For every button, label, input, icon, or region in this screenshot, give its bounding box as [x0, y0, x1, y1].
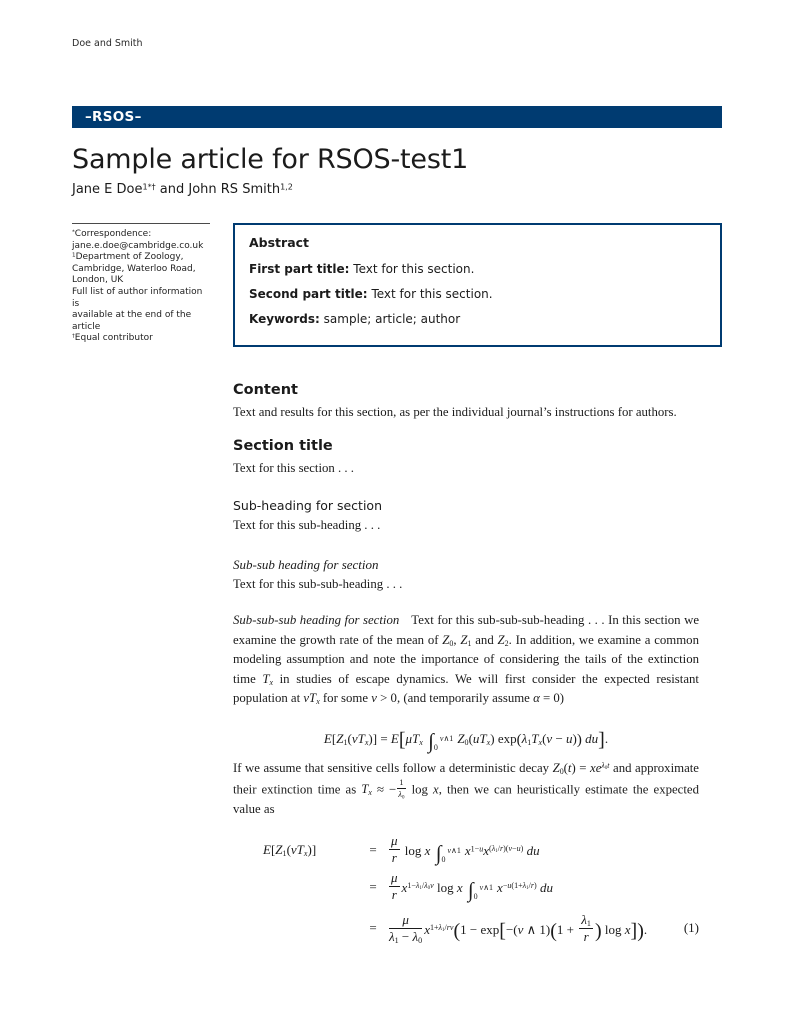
subsubheading-body: Text for this sub-sub-heading . . .	[233, 576, 403, 591]
equals-sign: =	[369, 878, 377, 894]
abstract-row-text: sample; article; author	[323, 312, 461, 326]
section-heading-content: Content	[233, 382, 298, 398]
equals-sign: =	[369, 841, 377, 857]
abstract-row	[249, 262, 706, 276]
running-head: Doe and Smith	[72, 38, 143, 49]
equation-array	[233, 831, 699, 951]
section-body-content: Text and results for this section, as per the individual journal’s instructions for authors.	[233, 405, 677, 419]
sidebar-divider	[72, 223, 210, 224]
abstract-row-label: Keywords:	[249, 312, 320, 326]
equation-row	[233, 868, 699, 905]
author-info-sidebar	[72, 223, 212, 345]
abstract-row-label: Second part title:	[249, 287, 368, 301]
main-column	[233, 382, 699, 951]
equation-lhs: $E[Z_1(vT_x)]$	[263, 841, 317, 858]
abstract-row-text: Text for this section.	[353, 262, 475, 276]
equation-row	[233, 831, 699, 868]
equation-row	[233, 905, 699, 951]
author-line: Jane E Doe$^{1*\dagger}$ and John RS Smith$^{1,2}$	[72, 182, 293, 197]
abstract-heading: Abstract	[249, 235, 310, 250]
abstract-row	[249, 287, 706, 301]
equation-number: (1)	[683, 920, 699, 936]
abstract-row-text: Text for this section.	[371, 287, 493, 301]
equation-rhs: $\frac{\mu}{r}$ log x ∫ v∧1 0 $x^{1-u}x^{(\lambda_1/r)(v-u)}$ du	[391, 832, 540, 865]
journal-banner	[72, 106, 722, 128]
section-heading-title: Section title	[233, 437, 333, 454]
correspondence-note: *Correspondence: jane.e.doe@cambridge.co.uk $^1$Department of Zoology, Cambridge, Waterloo Road, London, UK Full list of author information is available at the end of the article †Equal contributor	[72, 229, 204, 344]
equals-sign: =	[369, 920, 377, 936]
equation-rhs: $\frac{\mu}{\lambda_1 - \lambda_0}$ $x^{1+\lambda_1/rv}(1 - \exp[-(v$ ∧ 1)(1 + $\frac{\lambda_1}{r}$ ) log x]).	[389, 911, 648, 945]
subheading-body: Text for this sub-heading . . .	[233, 518, 381, 532]
abstract-box	[233, 223, 722, 347]
article-title: Sample article for RSOS-test1	[72, 144, 469, 175]
runin-heading: Sub-sub-sub heading for section	[233, 613, 400, 627]
runin-paragraph	[233, 611, 699, 709]
subsubheading: Sub-sub heading for section	[233, 556, 379, 572]
abstract-row-label: First part title:	[249, 262, 350, 276]
equation-rhs: $\frac{\mu}{r}$ $x^{1-\lambda_1/\lambda_0v}$ log x ∫ v∧1 0 $x^{-u(1+\lambda_1/r)}$ du	[391, 869, 553, 902]
abstract-row	[249, 312, 706, 326]
banner-label: –RSOS–	[85, 109, 142, 125]
runin-body: Text for this sub-sub-sub-heading . . . In this section we examine the growth rate of the mean of $Z_0$, $Z_1$ and $Z_2$. In addition, we examine a common modeling assumption and note the importance of considering the tails of the extinction time $T_x$ in studies of escape dynamics. We will first consider the expected resistant population at $vT_x$ for some v > 0, (and temporarily assume α = 0)	[233, 613, 700, 706]
display-equation: $E[Z_1(vT_x)] = E[\mu T_x$ ∫ v∧1 0 $Z_0(uT_x) \exp(\lambda_1T_x(v - u))$ du].	[323, 728, 609, 753]
header-two-column-area	[72, 223, 722, 347]
section-body-title: Text for this section . . .	[233, 460, 355, 475]
paragraph-after-equation: If we assume that sensitive cells follow a deterministic decay $Z_0(t) = xe^{\lambda_0t}$ and approximate their extinction time as $T_x$ ≈ − $\frac{1}{\lambda_0}$ log x, then we can heuristically estimate the expected value as	[233, 760, 699, 816]
subheading: Sub-heading for section	[233, 498, 382, 513]
